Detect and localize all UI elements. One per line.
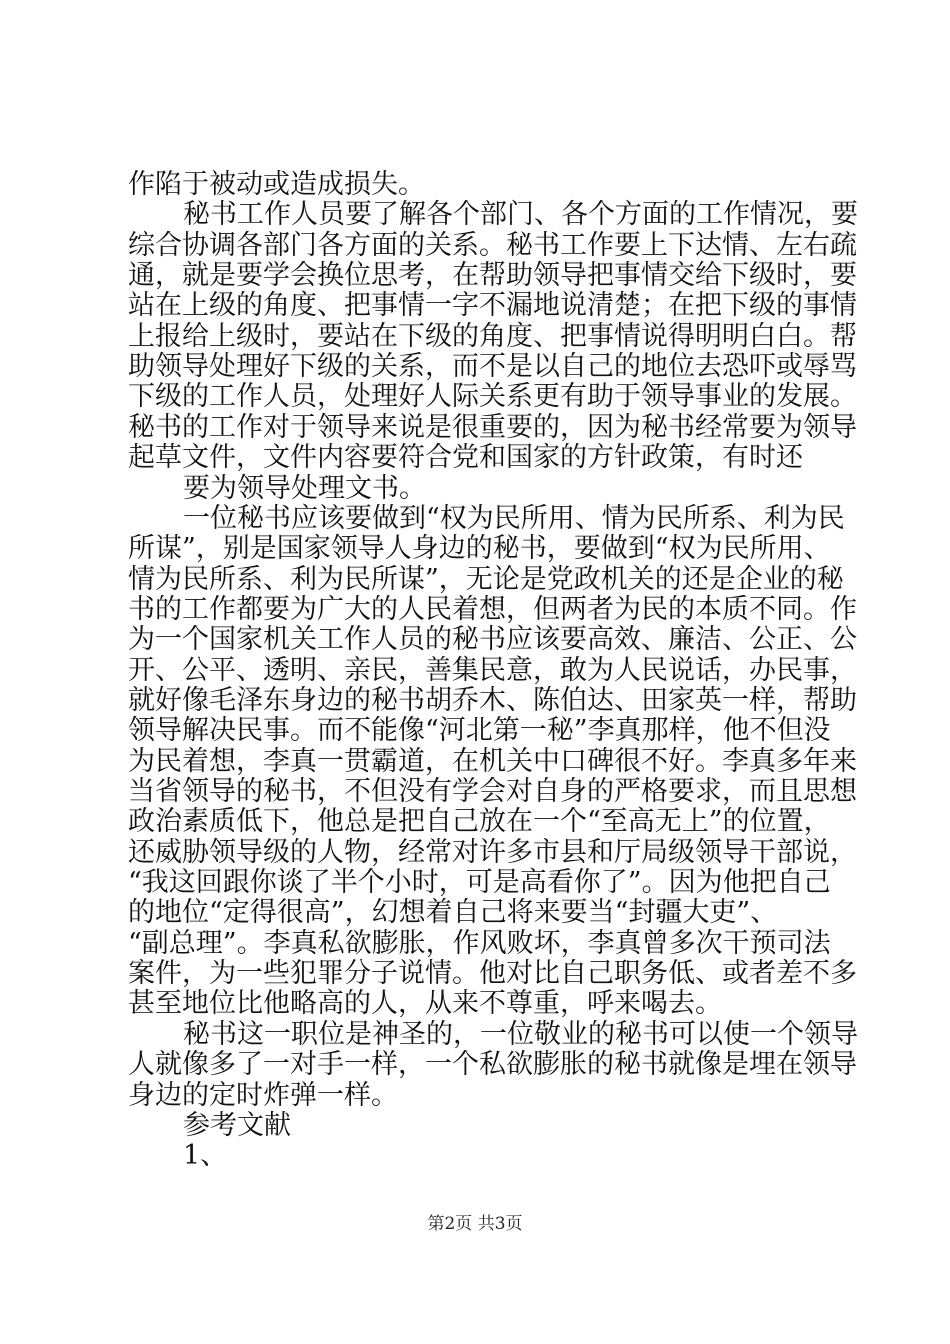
text-line: 案件，为一些犯罪分子说情。他对比自己职务低、或者差不多 xyxy=(128,958,857,989)
references-heading: 参考文献 xyxy=(183,1110,291,1141)
text-line: 秘书的工作对于领导来说是很重要的，因为秘书经常要为领导 xyxy=(128,412,857,443)
text-line: 站在上级的角度、把事情一字不漏地说清楚；在把下级的事情 xyxy=(128,290,857,321)
text-line: 综合协调各部门各方面的关系。秘书工作要上下达情、左右疏 xyxy=(128,230,857,261)
text-line: 助领导处理好下级的关系，而不是以自己的地位去恐吓或辱骂 xyxy=(128,351,857,382)
paragraph-first-line: 要为领导处理文书。 xyxy=(183,473,426,504)
text-line: 当省领导的秘书，不但没有学会对自身的严格要求，而且思想 xyxy=(128,776,857,807)
text-line: 通，就是要学会换位思考，在帮助领导把事情交给下级时，要 xyxy=(128,260,857,291)
page-number-footer: 第2页 共3页 xyxy=(427,1214,523,1234)
text-line: 情为民所系、利为民所谋”，无论是党政机关的还是企业的秘 xyxy=(128,564,844,595)
text-line: 领导解决民事。而不能像“河北第一秘”李真那样，他不但没 xyxy=(128,715,831,746)
text-line: 为民着想，李真一贯霸道，在机关中口碑很不好。李真多年来 xyxy=(128,746,857,777)
text-line: 的地位“定得很高”，幻想着自己将来要当“封疆大吏”、 xyxy=(128,897,778,928)
text-line: 下级的工作人员，处理好人际关系更有助于领导事业的发展。 xyxy=(128,381,857,412)
text-line: 甚至地位比他略高的人，从来不尊重，呼来喝去。 xyxy=(128,988,722,1019)
paragraph-first-line: 秘书工作人员要了解各个部门、各个方面的工作情况，要 xyxy=(183,199,858,230)
text-line: 政治素质低下，他总是把自己放在一个“至高无上”的位置， xyxy=(128,806,831,837)
text-line: “我这回跟你谈了半个小时，可是高看你了”。因为他把自己 xyxy=(128,867,831,898)
paragraph-first-line: 一位秘书应该要做到“权为民所用、情为民所系、利为民 xyxy=(183,503,845,534)
text-line: 起草文件，文件内容要符合党和国家的方针政策，有时还 xyxy=(128,442,803,473)
text-line: “副总理”。李真私欲膨胀，作风败坏，李真曾多次干预司法 xyxy=(128,928,831,959)
text-line: 作陷于被动或造成损失。 xyxy=(128,169,425,200)
text-line: 上报给上级时，要站在下级的角度、把事情说得明明白白。帮 xyxy=(128,321,857,352)
text-line: 就好像毛泽东身边的秘书胡乔木、陈伯达、田家英一样，帮助 xyxy=(128,685,857,716)
paragraph-first-line: 秘书这一职位是神圣的，一位敬业的秘书可以使一个领导 xyxy=(183,1019,858,1050)
text-line: 书的工作都要为广大的人民着想，但两者为民的本质不同。作 xyxy=(128,594,857,625)
text-line: 身边的定时炸弹一样。 xyxy=(128,1080,398,1111)
text-line: 为一个国家机关工作人员的秘书应该要高效、廉洁、公正、公 xyxy=(128,624,857,655)
reference-item: 1、 xyxy=(183,1140,228,1171)
text-line: 开、公平、透明、亲民，善集民意，敢为人民说话，办民事， xyxy=(128,655,857,686)
text-line: 所谋”，别是国家领导人身边的秘书，要做到“权为民所用、 xyxy=(128,533,831,564)
text-line: 还威胁领导级的人物，经常对许多市县和厅局级领导干部说， xyxy=(128,837,857,868)
text-line: 人就像多了一对手一样，一个私欲膨胀的秘书就像是埋在领导 xyxy=(128,1049,857,1080)
